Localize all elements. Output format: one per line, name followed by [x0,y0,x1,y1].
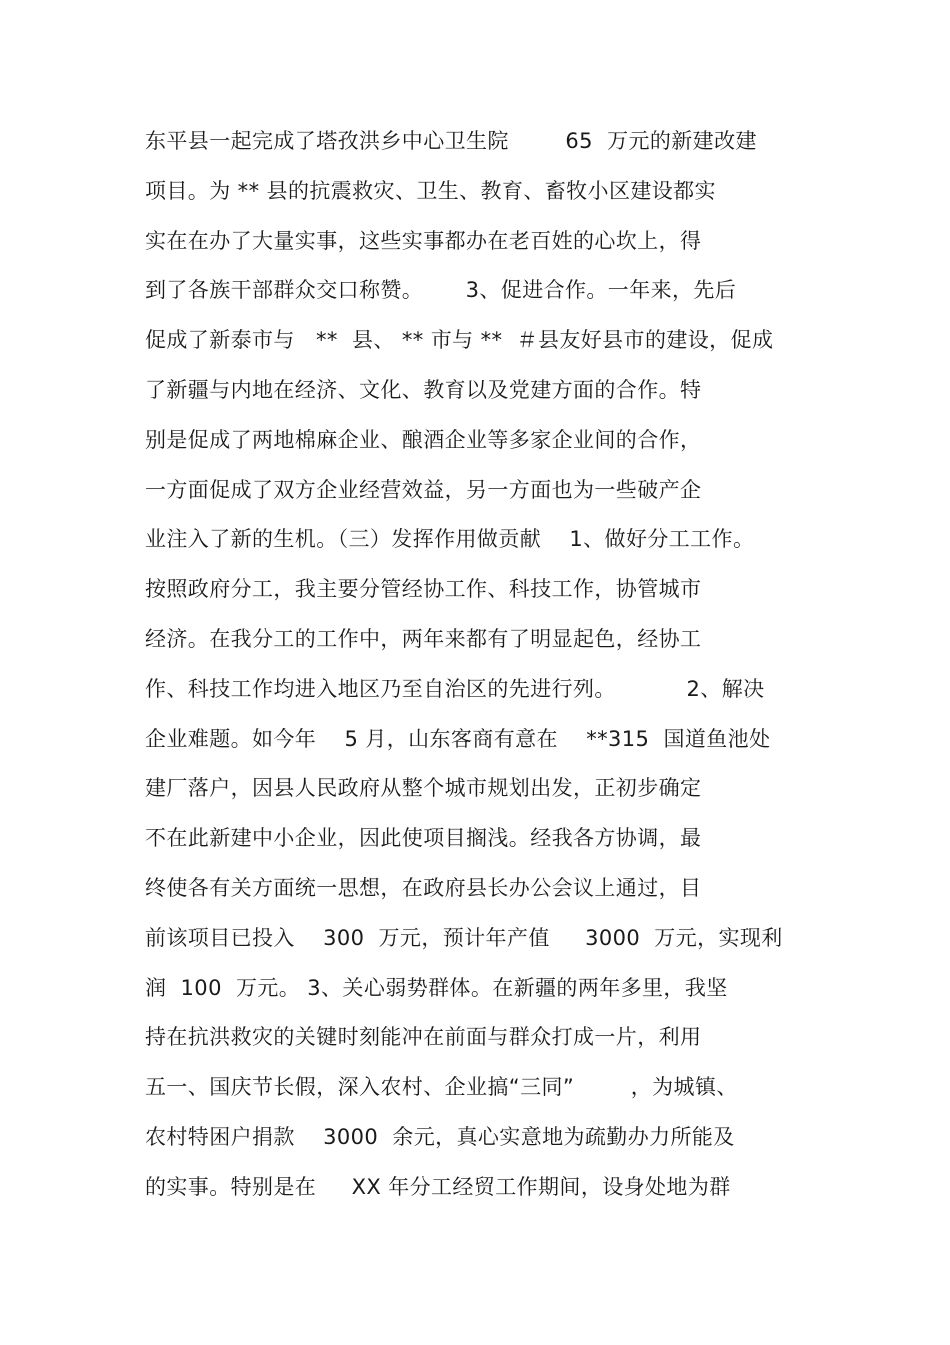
text-line: 不在此新建中小企业，因此使项目搁浅。经我各方协调，最 [145,826,702,851]
text-line: 实在在办了大量实事，这些实事都办在老百姓的心坎上，得 [145,228,702,253]
text-line: 持在抗洪救灾的关键时刻能冲在前面与群众打成一片，利用 [145,1025,702,1050]
text-line: 一方面促成了双方企业经营效益，另一方面也为一些破产企 [145,477,702,502]
text-line: 作、科技工作均进入地区乃至自治区的先进行列。 2、解决 [145,676,765,701]
text-line: 终使各有关方面统一思想，在政府县长办公会议上通过，目 [145,875,702,900]
text-line: 前该项目已投入 300 万元，预计年产值 3000 万元，实现利 [145,925,783,950]
text-line: 润 100 万元。 3、关心弱势群体。在新疆的两年多里，我坚 [145,975,728,1000]
body-text [145,117,825,1213]
text-line: 建厂落户，因县人民政府从整个城市规划出发，正初步确定 [145,776,702,801]
text-line: 五一、国庆节长假，深入农村、企业搞“三同” ，为城镇、 [145,1075,738,1100]
text-line: 别是促成了两地棉麻企业、酿酒企业等多家企业间的合作， [145,427,702,452]
text-line: 到了各族干部群众交口称赞。 3、促进合作。一年来，先后 [145,278,737,303]
text-line: 企业难题。如今年 5 月，山东客商有意在 **315 国道鱼池处 [145,726,771,751]
text-line: 农村特困户捐款 3000 余元，真心实意地为疏勤办力所能及 [145,1124,735,1149]
text-line: 按照政府分工，我主要分管经协工作、科技工作，协管城市 [145,577,702,602]
text-line: 东平县一起完成了塔孜洪乡中心卫生院 65 万元的新建改建 [145,129,757,153]
text-line: 经济。在我分工的工作中，两年来都有了明显起色，经协工 [145,626,702,651]
text-line: 促成了新泰市与 ** 县、 ** 市与 ** ＃县友好县市的建设，促成 [145,328,774,353]
text-line: 业注入了新的生机。（三）发挥作用做贡献 1、做好分工工作。 [145,527,755,552]
text-line: 了新疆与内地在经济、文化、教育以及党建方面的合作。特 [145,377,702,402]
text-line: 项目。为 ** 县的抗震救灾、卫生、教育、畜牧小区建设都实 [145,178,716,203]
text-line: 的实事。特别是在 XX 年分工经贸工作期间，设身处地为群 [145,1174,731,1199]
